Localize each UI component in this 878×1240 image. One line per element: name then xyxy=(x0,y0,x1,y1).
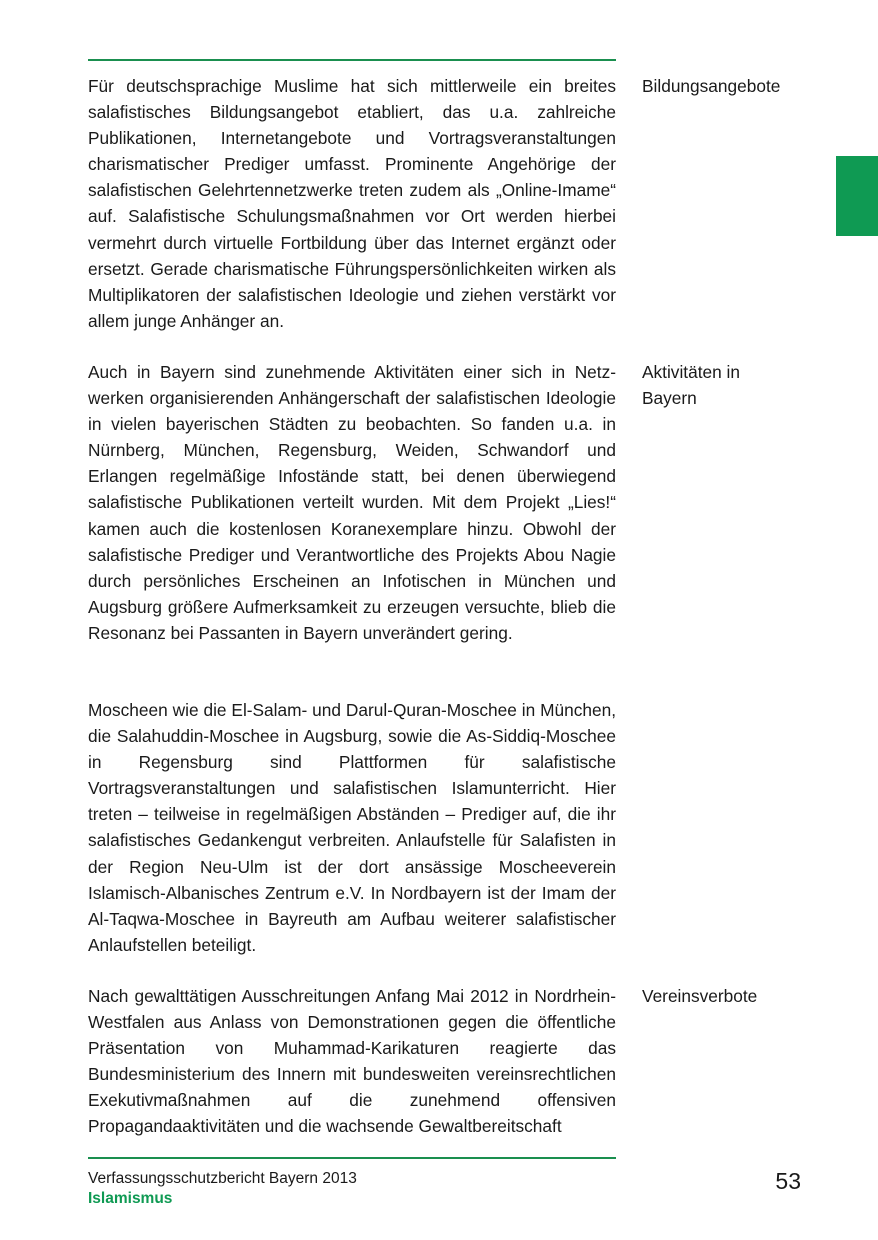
paragraph-aktivitaeten: Auch in Bayern sind zunehmende Aktivitäten einer sich in Netzwerken organisierenden Anhängerschaft der salafistischen Ideologie in vielen bayerischen Städten zu beobachten. So fanden u.a. in Nürnberg, München, Regensburg, Weiden, Schwandorf und Erlangen regelmäßige Infostände statt, bei denen überwiegend salafistische Publikationen verteilt wurden. Mit dem Projekt „Lies!“ kamen auch die kostenlosen Koranexemplare hinzu. Obwohl der salafistische Prediger und Verantwortliche des Projekts Abou Nagie durch persönliches Erscheinen an Infotischen in München und Augsburg größere Aufmerksamkeit zu erzeugen versuchte, blieb die Resonanz bei Passanten in Bayern unverändert gering. xyxy=(88,362,616,643)
margin-note-aktivitaeten: Aktivitäten in Bayern xyxy=(642,362,740,409)
page-number: 53 xyxy=(775,1168,801,1194)
top-rule xyxy=(88,59,616,61)
footer-section: Islamismus xyxy=(88,1190,173,1207)
margin-note-bildungsangebote: Bildungsangebote xyxy=(642,76,781,96)
footer-title: Verfassungsschutzbericht Bayern 2013 xyxy=(88,1170,357,1187)
paragraph-bildungsangebote: Für deutschsprachige Muslime hat sich mittlerweile ein breites salafistisches Bildungsangebot etabliert, das u.a. zahlreiche Publikationen, Internetangebote und Vortragsveranstaltungen charismatischer Prediger umfasst. Prominente Angehörige der salafistischen Gelehrtennetzwerke treten zudem als „Online-Imame“ auf. Salafistische Schulungsmaßnahmen vor Ort werden hierbei vermehrt durch virtuelle Fortbildung über das Internet ergänzt oder ersetzt. Gerade charismatische Führungspersönlichkeiten wirken als Multiplikatoren der salafistischen Ideologie und ziehen verstärkt vor allem junge Anhänger an. xyxy=(88,76,616,331)
bottom-rule xyxy=(88,1157,616,1159)
paragraph-vereinsverbote: Nach gewalttätigen Ausschreitungen Anfang Mai 2012 in Nordrhein-Westfalen aus Anlass von Demonstrationen gegen die öffentliche Präsentation von Muhammad-Karikaturen reagierte das Bundesministerium des Innern mit bundesweiten vereinsrechtlichen Exekutivmaßnahmen auf die zunehmend offensiven Propagandaaktivitäten und die wachsende Gewaltbereitschaft xyxy=(88,986,616,1137)
margin-note-vereinsverbote: Vereinsverbote xyxy=(642,986,758,1006)
chapter-tab-marker xyxy=(836,156,878,236)
paragraph-moscheen: Moscheen wie die El-Salam- und Darul-Quran-Moschee in München, die Salahuddin-Moschee in Augsburg, sowie die As-Siddiq-Moschee in Regensburg sind Plattformen für salafistische Vortragsveranstaltungen und salafistischen Islamunterricht. Hier treten – teilweise in regelmäßigen Abständen – Prediger auf, die ihr salafistisches Gedankengut verbreiten. Anlaufstelle für Salafisten in der Region Neu-Ulm ist der dort ansässige Moscheeverein Islamisch-Albanisches Zentrum e.V. In Nordbayern ist der Imam der Al-Taqwa-Moschee in Bayreuth am Aufbau weiterer salafistischer Anlaufstellen beteiligt. xyxy=(88,700,616,955)
